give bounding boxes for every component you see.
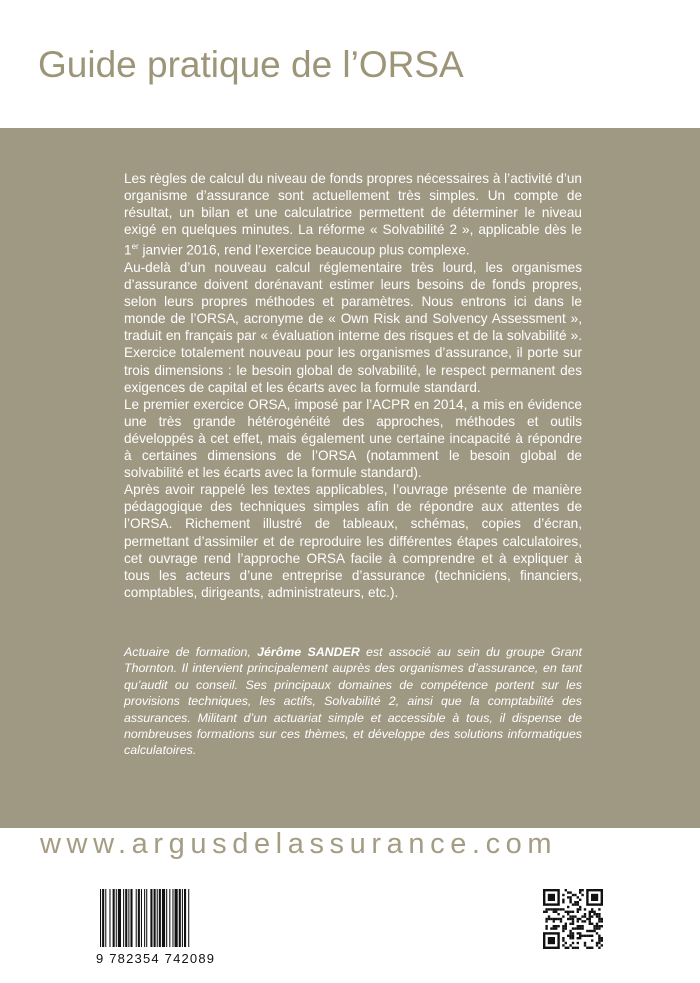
barcode-icon — [100, 889, 222, 949]
blurb — [124, 170, 582, 601]
blurb-paragraph-2: Au-delà d’un nouveau calcul réglementaire très lourd, les organismes d’assurance doivent dorénavant estimer leurs besoins de fonds propres, selon leurs propres méthodes et paramètres. Nous entrons ici dans le monde de l’ORSA, acronyme de « Own Risk and Solvency Assessment », traduit en français par « évaluation interne des risques et de la solvabilité ». Exercice totalement nouveau pour les organismes d’assurance, il porte sur trois dimensions : le besoin global de solvabilité, le respect permanent des exigences de capital et les écarts avec la formule standard. — [124, 260, 582, 395]
publisher-website: www.argusdelassurance.com — [40, 828, 558, 860]
author-bio: Actuaire de formation, Jérôme SANDER est associé au sein du groupe Grant Thornton. Il intervient principalement auprès des organismes d’assurance, en tant qu’audit ou conseil. Ses principaux domaines de compétence portent sur les provisions techniques, les actifs, Solvabilité 2, ainsi que la comptabilité des assurances. Militant d’un actuariat simple et accessible à tous, il dispense de nombreuses formations sur ces thèmes, et développe des solutions informatiques calculatoires. — [124, 645, 582, 758]
author-name: Jérôme SANDER — [257, 645, 360, 659]
blurb-paragraph-3: Le premier exercice ORSA, imposé par l’ACPR en 2014, a mis en évidence une très grande hétérogénéité des approches, méthodes et outils développés à cet effet, mais également une certaine incapacité à répondre à certaines dimensions de l’ORSA (notamment le besoin global de solvabilité et les écarts avec la formule standard). — [124, 396, 582, 481]
blurb-paragraph-4: Après avoir rappelé les textes applicables, l’ouvrage présente de manière pédagogique des techniques simples afin de répondre aux attentes de l’ORSA. Richement illustré de tableaux, schémas, copies d’écran, permettant d’assimiler et de reproduire les différentes étapes calculatoires, cet ouvrage rend l’approche ORSA facile à comprendre et à expliquer à tous les acteurs d’une entreprise d’assurance (techniciens, financiers, comptables, dirigeants, administrateurs, etc.). — [124, 482, 582, 600]
back-cover-band — [0, 128, 700, 828]
qr-code-icon — [543, 889, 603, 949]
book-title: Guide pratique de l’ORSA — [38, 43, 464, 85]
blurb-paragraph-1: Les règles de calcul du niveau de fonds propres nécessaires à l’activité d’un organisme d’assurance sont actuellement très simples. Un compte de résultat, un bilan et une calculatrice permettent de déterminer le niveau exigé en quelques minutes. La réforme « Solvabilité 2 », applicable dès le 1er janvier 2016, rend l’exercice beaucoup plus complexe. — [124, 171, 582, 258]
isbn-barcode — [96, 889, 226, 973]
qr-code — [543, 889, 603, 949]
isbn-number: 9 782354 742089 — [96, 951, 216, 966]
